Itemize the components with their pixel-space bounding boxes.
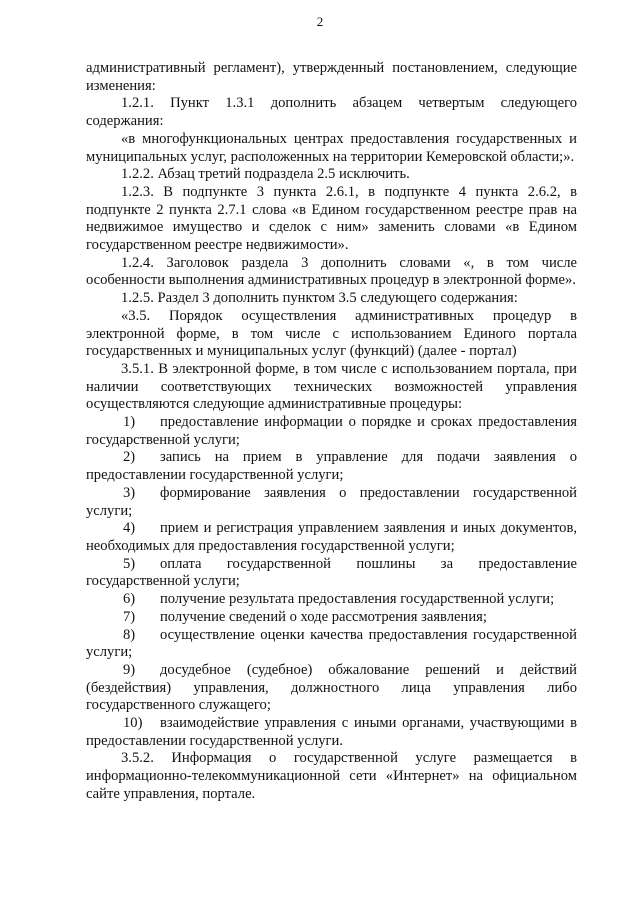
list-item <box>86 662 577 715</box>
list-item <box>86 609 577 627</box>
list-item-number: 10) <box>123 715 143 732</box>
list-item <box>86 520 577 555</box>
list-item-number: 6) <box>123 591 136 608</box>
paragraph-intro: административный регламент), утвержденный постановлением, следующие изменения: <box>86 60 577 94</box>
paragraph-3-5-1: 3.5.1. В электронной форме, в том числе с использованием портала, при наличии соответствующих технических возможностей управления осуществляются следующие административные процедуры: <box>86 360 577 413</box>
list-item-text: оплата государственной пошлины за предоставление государственной услуги; <box>86 555 577 590</box>
list-item-number: 3) <box>123 484 136 501</box>
paragraph-3-5-heading: «3.5. Порядок осуществления административных процедур в электронной форме, в том числе с использованием Единого портала государственных и муниципальных услуг (функций) (далее - портал) <box>86 307 577 360</box>
list-item <box>86 485 577 520</box>
list-item-text: осуществление оценки качества предоставления государственной услуги; <box>86 626 577 661</box>
list-item <box>86 449 577 484</box>
list-item <box>86 556 577 591</box>
list-item <box>86 627 577 662</box>
paragraph-1-2-5: 1.2.5. Раздел 3 дополнить пунктом 3.5 следующего содержания: <box>121 290 518 307</box>
list-item-text: прием и регистрация управлением заявления и иных документов, необходимых для предоставления государственной услуги; <box>86 520 577 554</box>
page-number: 2 <box>316 14 324 29</box>
paragraph-3-5-2: 3.5.2. Информация о государственной услуге размещается в информационно-телекоммуникационной сети «Интернет» на официальном сайте управления, портале. <box>86 750 577 802</box>
list-item-text: формирование заявления о предоставлении государственной услуги; <box>86 484 577 519</box>
list-item <box>86 715 577 750</box>
list-item-number: 2) <box>123 449 136 466</box>
list-item-number: 7) <box>123 608 136 625</box>
paragraph-1-2-3: 1.2.3. В подпункте 3 пункта 2.6.1, в подпункте 4 пункта 2.6.2, в подпункте 2 пункта 2.7.1 слова «в Едином государственном реестре прав на недвижимое имущество и сделок с ним» заменить словами «в Едином государственном реестре недвижимости». <box>86 183 577 254</box>
paragraph-1-2-1: 1.2.1. Пункт 1.3.1 дополнить абзацем четвертым следующего содержания: <box>86 95 577 130</box>
list-item-text: получение результата предоставления государственной услуги; <box>160 591 555 608</box>
list-item <box>86 414 577 449</box>
paragraph-1-2-2: 1.2.2. Абзац третий подраздела 2.5 исключить. <box>121 166 410 183</box>
list-item-number: 9) <box>123 661 136 678</box>
list-item-number: 1) <box>123 414 136 431</box>
document-body <box>86 60 577 804</box>
paragraph-1-2-4: 1.2.4. Заголовок раздела 3 дополнить словами «, в том числе особенности выполнения административных процедур в электронной форме». <box>86 254 577 289</box>
paragraph-quote-mfc: «в многофункциональных центрах предоставления государственных и муниципальных услуг, расположенных на территории Кемеровской области;». <box>86 130 577 165</box>
list-item-text: досудебное (судебное) обжалование решений и действий (бездействия) управления, должностного лица управления либо государственного служащего; <box>86 661 577 714</box>
list-item-number: 4) <box>123 520 136 537</box>
list-item-text: взаимодействие управления с иными органами, участвующими в предоставлении государственной услуги. <box>86 715 577 749</box>
list-item-number: 8) <box>123 626 136 643</box>
list-item <box>86 591 577 609</box>
list-item-text: запись на прием в управление для подачи заявления о предоставлении государственной услуги; <box>86 449 577 484</box>
list-item-text: предоставление информации о порядке и сроках предоставления государственной услуги; <box>86 414 577 448</box>
list-item-number: 5) <box>123 555 136 572</box>
list-item-text: получение сведений о ходе рассмотрения заявления; <box>160 608 487 625</box>
